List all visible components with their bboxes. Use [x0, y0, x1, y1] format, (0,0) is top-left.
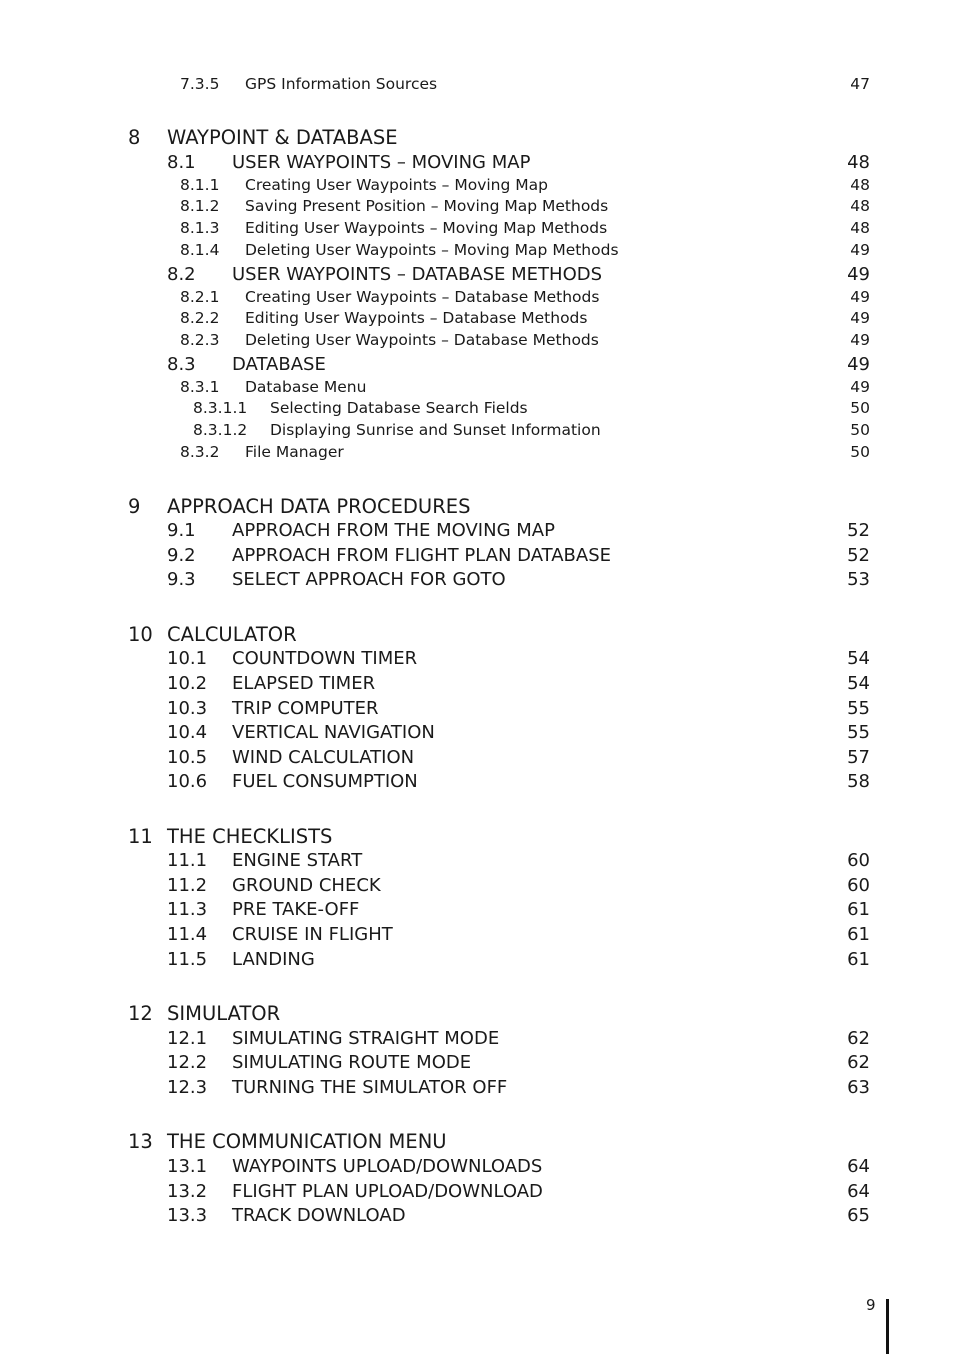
- toc-entry-number: 11.1: [167, 850, 208, 871]
- toc-entry-number: 13.2: [167, 1181, 208, 1202]
- toc-entry-number: 8: [128, 126, 141, 149]
- toc-entry-page: 49: [850, 309, 870, 327]
- toc-entry-page: 48: [847, 152, 870, 173]
- toc-entry-number: 13: [128, 1130, 153, 1153]
- toc-entry-page: 49: [850, 331, 870, 349]
- toc-entry-title: SIMULATOR: [167, 1002, 281, 1025]
- toc-entry-title: PRE TAKE-OFF: [232, 899, 360, 920]
- toc-entry-title: Deleting User Waypoints – Database Methods: [245, 331, 599, 349]
- toc-entry-page: 55: [847, 698, 870, 719]
- toc-entry-title: GPS Information Sources: [245, 75, 438, 93]
- toc-entry-title: Database Menu: [245, 378, 367, 396]
- toc-entry-page: 54: [847, 648, 870, 669]
- toc-entry-title: FUEL CONSUMPTION: [232, 771, 418, 792]
- toc-entry-page: 64: [847, 1156, 870, 1177]
- toc-entry-title: TRACK DOWNLOAD: [232, 1205, 406, 1226]
- toc-entry-page: 65: [847, 1205, 870, 1226]
- toc-entry-number: 8.3.1: [180, 378, 220, 396]
- toc-entry-page: 61: [847, 924, 870, 945]
- toc-entry-page: 50: [850, 443, 870, 461]
- toc-entry-page: 58: [847, 771, 870, 792]
- toc-entry-number: 9.3: [167, 569, 196, 590]
- toc-entry-page: 49: [847, 354, 870, 375]
- toc-entry-number: 8.3: [167, 354, 196, 375]
- toc-entry-number: 10.6: [167, 771, 208, 792]
- toc-entry-title: CALCULATOR: [167, 623, 297, 646]
- toc-entry-title: ELAPSED TIMER: [232, 673, 376, 694]
- toc-entry-number: 8.1.2: [180, 197, 220, 215]
- toc-entry-number: 11.4: [167, 924, 208, 945]
- toc-entry-page: 53: [847, 569, 870, 590]
- toc-entry-title: APPROACH FROM THE MOVING MAP: [232, 520, 555, 541]
- toc-entry-number: 13.3: [167, 1205, 208, 1226]
- toc-entry-page: 47: [850, 75, 870, 93]
- toc-entry-title: VERTICAL NAVIGATION: [232, 722, 435, 743]
- toc-entry-page: 48: [850, 197, 870, 215]
- toc-entry-title: SELECT APPROACH FOR GOTO: [232, 569, 506, 590]
- toc-entry-title: CRUISE IN FLIGHT: [232, 924, 393, 945]
- toc-entry-page: 60: [847, 875, 870, 896]
- toc-entry-number: 8.1.1: [180, 176, 220, 194]
- toc-entry-page: 50: [850, 421, 870, 439]
- toc-entry-number: 10.3: [167, 698, 208, 719]
- toc-entry-title: TRIP COMPUTER: [232, 698, 379, 719]
- toc-entry-number: 12.1: [167, 1028, 208, 1049]
- toc-entry-title: TURNING THE SIMULATOR OFF: [232, 1077, 508, 1098]
- toc-entry-title: USER WAYPOINTS – DATABASE METHODS: [232, 264, 603, 285]
- toc-entry-number: 12.3: [167, 1077, 208, 1098]
- toc-entry-title: Deleting User Waypoints – Moving Map Methods: [245, 241, 619, 259]
- toc-entry-number: 8.2.1: [180, 288, 220, 306]
- toc-entry-page: 50: [850, 399, 870, 417]
- toc-entry-page: 49: [847, 264, 870, 285]
- toc-entry-title: WAYPOINTS UPLOAD/DOWNLOADS: [232, 1156, 543, 1177]
- toc-entry-number: 9.2: [167, 545, 196, 566]
- toc-entry-page: 55: [847, 722, 870, 743]
- toc-entry-number: 13.1: [167, 1156, 208, 1177]
- toc-entry-page: 49: [850, 241, 870, 259]
- toc-entry-number: 12: [128, 1002, 153, 1025]
- toc-entry-title: COUNTDOWN TIMER: [232, 648, 418, 669]
- toc-entry-number: 11.3: [167, 899, 208, 920]
- toc-entry-number: 10: [128, 623, 153, 646]
- toc-entry-number: 7.3.5: [180, 75, 220, 93]
- toc-entry-number: 9.1: [167, 520, 196, 541]
- toc-entry-page: 62: [847, 1028, 870, 1049]
- toc-entry-page: 63: [847, 1077, 870, 1098]
- toc-entry-title: SIMULATING ROUTE MODE: [232, 1052, 472, 1073]
- toc-entry-number: 8.3.2: [180, 443, 220, 461]
- toc-entry-number: 8.3.1.2: [193, 421, 248, 439]
- toc-entry-number: 10.2: [167, 673, 208, 694]
- page-edge-rule: [886, 1299, 889, 1354]
- toc-entry-page: 52: [847, 520, 870, 541]
- toc-entry-number: 9: [128, 495, 141, 518]
- toc-entry-number: 8.1.4: [180, 241, 220, 259]
- toc-entry-title: ENGINE START: [232, 850, 363, 871]
- toc-entry-title: Creating User Waypoints – Database Methods: [245, 288, 600, 306]
- toc-entry-number: 10.1: [167, 648, 208, 669]
- toc-entry-number: 11.2: [167, 875, 208, 896]
- toc-entry-title: USER WAYPOINTS – MOVING MAP: [232, 152, 531, 173]
- toc-entry-number: 8.2: [167, 264, 196, 285]
- toc-entry-page: 48: [850, 176, 870, 194]
- toc-entry-title: FLIGHT PLAN UPLOAD/DOWNLOAD: [232, 1181, 543, 1202]
- toc-entry-title: APPROACH FROM FLIGHT PLAN DATABASE: [232, 545, 612, 566]
- toc-entry-title: Displaying Sunrise and Sunset Information: [270, 421, 601, 439]
- toc-entry-number: 12.2: [167, 1052, 208, 1073]
- toc-entry-title: Editing User Waypoints – Moving Map Methods: [245, 219, 608, 237]
- toc-entry-title: WAYPOINT & DATABASE: [167, 126, 398, 149]
- toc-entry-title: Editing User Waypoints – Database Methods: [245, 309, 588, 327]
- toc-entry-page: 60: [847, 850, 870, 871]
- page-number: 9: [866, 1296, 876, 1314]
- toc-entry-number: 8.1: [167, 152, 196, 173]
- toc-entry-number: 10.4: [167, 722, 208, 743]
- toc-entry-number: 8.1.3: [180, 219, 220, 237]
- toc-entry-number: 11.5: [167, 949, 208, 970]
- toc-entry-number: 8.3.1.1: [193, 399, 248, 417]
- toc-entry-number: 10.5: [167, 747, 208, 768]
- toc-entry-title: LANDING: [232, 949, 315, 970]
- toc-entry-number: 8.2.2: [180, 309, 220, 327]
- toc-entry-title: File Manager: [245, 443, 344, 461]
- toc-entry-page: 61: [847, 949, 870, 970]
- toc-entry-page: 49: [850, 288, 870, 306]
- toc-entry-title: WIND CALCULATION: [232, 747, 415, 768]
- toc-entry-number: 8.2.3: [180, 331, 220, 349]
- toc-entry-title: THE CHECKLISTS: [167, 825, 333, 848]
- toc-entry-page: 64: [847, 1181, 870, 1202]
- toc-entry-title: Creating User Waypoints – Moving Map: [245, 176, 548, 194]
- toc-entry-title: DATABASE: [232, 354, 326, 375]
- toc-entry-title: THE COMMUNICATION MENU: [167, 1130, 447, 1153]
- toc-entry-title: Selecting Database Search Fields: [270, 399, 528, 417]
- toc-entry-page: 62: [847, 1052, 870, 1073]
- toc-entry-title: APPROACH DATA PROCEDURES: [167, 495, 471, 518]
- toc-entry-page: 57: [847, 747, 870, 768]
- toc-entry-page: 61: [847, 899, 870, 920]
- toc-entry-page: 52: [847, 545, 870, 566]
- toc-entry-title: Saving Present Position – Moving Map Methods: [245, 197, 609, 215]
- toc-entry-title: SIMULATING STRAIGHT MODE: [232, 1028, 500, 1049]
- toc-entry-page: 48: [850, 219, 870, 237]
- toc-entry-title: GROUND CHECK: [232, 875, 381, 896]
- toc-entry-number: 11: [128, 825, 153, 848]
- toc-entry-page: 49: [850, 378, 870, 396]
- toc-entry-page: 54: [847, 673, 870, 694]
